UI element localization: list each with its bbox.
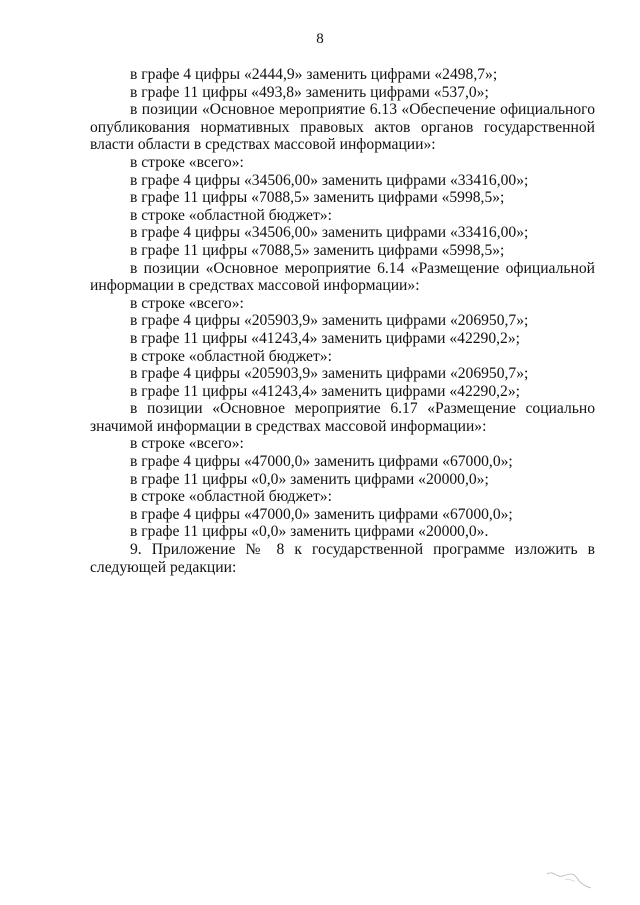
paragraph-4: в строке «всего»: <box>130 153 244 171</box>
scribble-mark <box>545 862 593 892</box>
paragraph-12: в графе 4 цифры «205903,9» заменить цифрами «206950,7»; <box>130 312 529 330</box>
paragraph-6: в графе 11 цифры «7088,5» заменить цифрами «5998,5»; <box>130 189 505 207</box>
paragraph-21: в строке «областной бюджет»: <box>130 488 332 506</box>
paragraph-8: в графе 4 цифры «34506,00» заменить цифрами «33416,00»; <box>130 224 529 242</box>
paragraph-23: в графе 11 цифры «0,0» заменить цифрами «20000,0». <box>130 523 489 541</box>
paragraph-16: в графе 11 цифры «41243,4» заменить цифрами «42290,2»; <box>130 382 520 400</box>
paragraph-11: в строке «всего»: <box>130 294 244 312</box>
page-number: 8 <box>316 31 324 47</box>
paragraph-5: в графе 4 цифры «34506,00» заменить цифрами «33416,00»; <box>130 171 529 189</box>
paragraph-20: в графе 11 цифры «0,0» заменить цифрами «20000,0»; <box>130 470 489 488</box>
paragraph-2: в графе 11 цифры «493,8» заменить цифрами «537,0»; <box>130 83 489 101</box>
paragraph-9: в графе 11 цифры «7088,5» заменить цифрами «5998,5»; <box>130 241 505 259</box>
paragraph-19: в графе 4 цифры «47000,0» заменить цифрами «67000,0»; <box>130 453 513 471</box>
paragraph-15: в графе 4 цифры «205903,9» заменить цифрами «206950,7»; <box>130 365 529 383</box>
paragraph-24: 9. Приложение № 8 к государственной программе изложить в следующей редакции: <box>90 541 595 576</box>
document-body <box>90 66 595 576</box>
paragraph-7: в строке «областной бюджет»: <box>130 206 332 224</box>
paragraph-17: в позиции «Основное мероприятие 6.17 «Размещение социально значимой информации в средствах массовой информации»: <box>90 400 595 435</box>
paragraph-14: в строке «областной бюджет»: <box>130 347 332 365</box>
paragraph-1: в графе 4 цифры «2444,9» заменить цифрами «2498,7»; <box>130 66 498 83</box>
paragraph-22: в графе 4 цифры «47000,0» заменить цифрами «67000,0»; <box>130 505 513 523</box>
paragraph-10: в позиции «Основное мероприятие 6.14 «Размещение официальной информации в средствах массовой информации»: <box>90 259 595 295</box>
paragraph-3: в позиции «Основное мероприятие 6.13 «Обеспечение официального опубликования нормативных правовых актов органов государственной власти области в средствах массовой информации»: <box>90 101 595 154</box>
paragraph-13: в графе 11 цифры «41243,4» заменить цифрами «42290,2»; <box>130 329 520 347</box>
paragraph-18: в строке «всего»: <box>130 435 244 453</box>
